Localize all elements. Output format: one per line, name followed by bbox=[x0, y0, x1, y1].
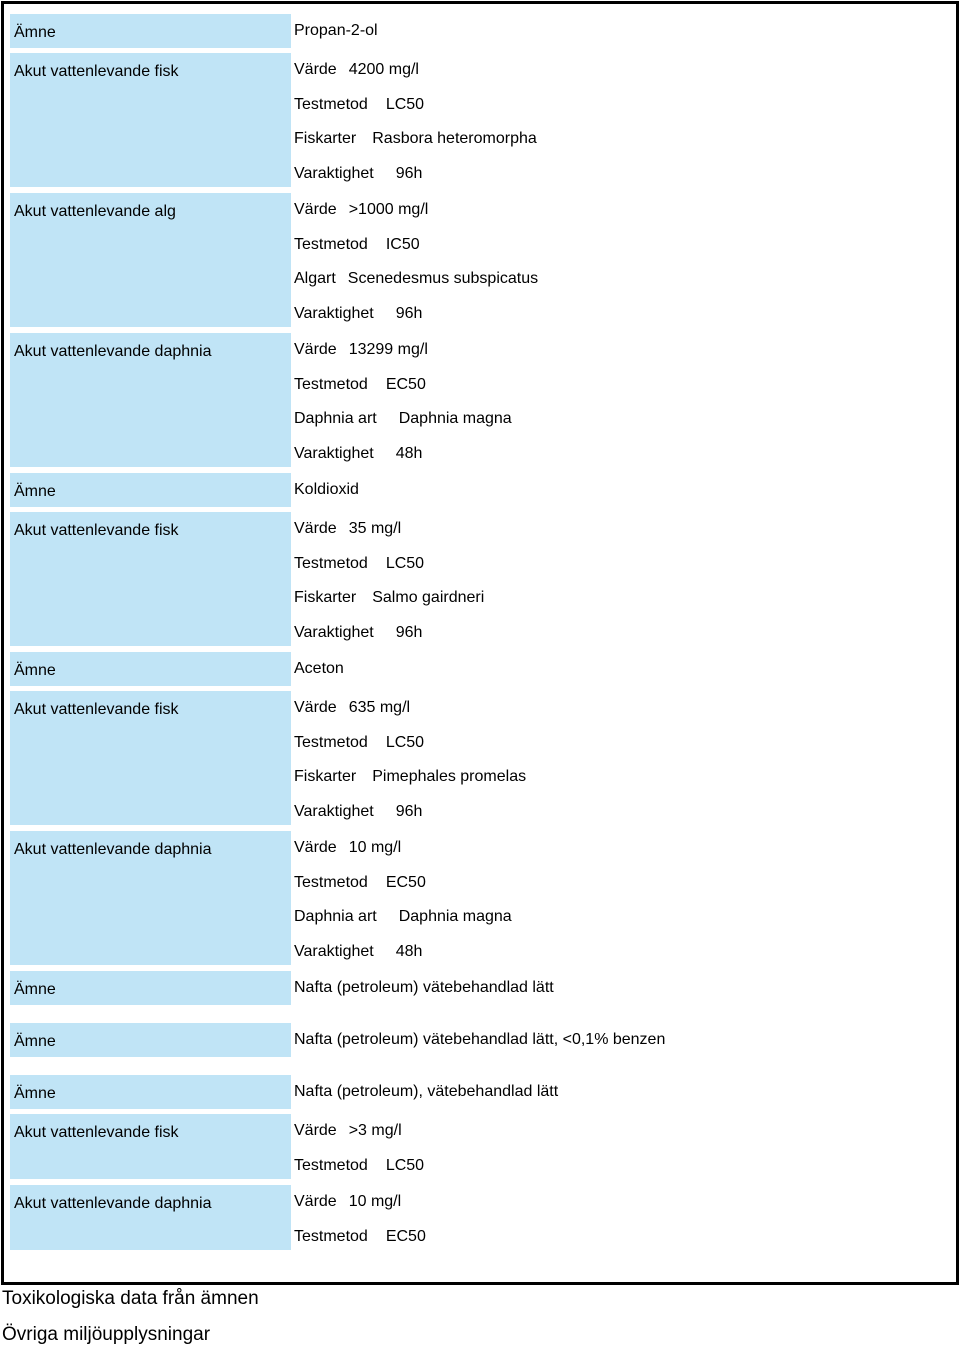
substance-label-text: Ämne bbox=[14, 662, 56, 679]
section-heading-other-environmental-info: Övriga miljöupplysningar bbox=[2, 1324, 211, 1345]
property-value: 96h bbox=[395, 802, 423, 820]
substance-label bbox=[10, 1023, 291, 1057]
property-value: LC50 bbox=[385, 1156, 425, 1174]
property-value: LC50 bbox=[385, 733, 425, 751]
ecotox-table bbox=[1, 1, 959, 1285]
property-line bbox=[294, 408, 512, 430]
substance-label-text: Ämne bbox=[14, 24, 56, 41]
substance-name: Propan-2-ol bbox=[294, 22, 378, 39]
property-key: Värde bbox=[294, 61, 337, 78]
property-line bbox=[294, 1226, 426, 1248]
property-line bbox=[294, 1155, 424, 1177]
property-key: Testmetod bbox=[294, 733, 368, 751]
section-heading-toxicological-data: Toxikologiska data från ämnen bbox=[2, 1288, 259, 1309]
substance-label bbox=[10, 14, 291, 48]
property-line bbox=[294, 872, 426, 894]
property-line bbox=[294, 94, 424, 116]
substance-label bbox=[10, 1075, 291, 1109]
property-value: 35 mg/l bbox=[348, 520, 402, 537]
property-line bbox=[294, 163, 422, 185]
property-key: Värde bbox=[294, 201, 337, 218]
property-key: Testmetod bbox=[294, 1156, 368, 1174]
property-value: 635 mg/l bbox=[348, 699, 411, 716]
test-type-label bbox=[10, 333, 291, 467]
substance-name: Aceton bbox=[294, 660, 344, 677]
substance-label-text: Ämne bbox=[14, 981, 56, 998]
property-value: 4200 mg/l bbox=[348, 61, 419, 78]
substance-label bbox=[10, 971, 291, 1005]
property-value: 10 mg/l bbox=[348, 1193, 402, 1210]
property-line bbox=[294, 587, 484, 609]
property-value: 96h bbox=[395, 304, 423, 322]
test-type-label bbox=[10, 193, 291, 327]
property-value: LC50 bbox=[385, 554, 425, 572]
property-key: Fiskarter bbox=[294, 130, 357, 147]
property-line bbox=[294, 906, 512, 928]
property-key: Värde bbox=[294, 839, 337, 856]
property-key: Testmetod bbox=[294, 554, 368, 572]
test-type-label-text: Akut vattenlevande fisk bbox=[14, 63, 179, 80]
property-key: Värde bbox=[294, 1122, 337, 1139]
property-line bbox=[294, 837, 401, 859]
property-key: Daphnia art bbox=[294, 410, 377, 427]
property-key: Varaktighet bbox=[294, 444, 374, 462]
substance-label-text: Ämne bbox=[14, 1033, 56, 1050]
property-key: Daphnia art bbox=[294, 908, 377, 925]
property-key: Testmetod bbox=[294, 235, 368, 253]
property-line bbox=[294, 518, 401, 540]
property-value: LC50 bbox=[385, 95, 425, 113]
property-value: 96h bbox=[395, 164, 423, 182]
property-line bbox=[294, 1120, 402, 1142]
substance-name: Nafta (petroleum) vätebehandlad lätt, <0,1% benzen bbox=[294, 1031, 666, 1048]
property-value: 48h bbox=[395, 942, 423, 960]
substance-name: Nafta (petroleum) vätebehandlad lätt bbox=[294, 979, 554, 996]
test-type-label bbox=[10, 53, 291, 187]
property-value: Daphnia magna bbox=[398, 410, 512, 427]
property-value: 96h bbox=[395, 623, 423, 641]
property-key: Värde bbox=[294, 520, 337, 537]
property-value: 10 mg/l bbox=[348, 839, 402, 856]
property-key: Algart bbox=[294, 270, 336, 287]
test-type-label bbox=[10, 691, 291, 825]
property-value: Scenedesmus subspicatus bbox=[347, 270, 539, 287]
property-line bbox=[294, 553, 424, 575]
test-type-label-text: Akut vattenlevande fisk bbox=[14, 1124, 179, 1141]
property-value: EC50 bbox=[385, 873, 426, 891]
property-key: Varaktighet bbox=[294, 304, 374, 322]
property-key: Värde bbox=[294, 1193, 337, 1210]
property-line bbox=[294, 128, 537, 150]
property-key: Varaktighet bbox=[294, 802, 374, 820]
property-key: Värde bbox=[294, 341, 337, 358]
property-line bbox=[294, 732, 424, 754]
substance-name: Nafta (petroleum), vätebehandlad lätt bbox=[294, 1083, 559, 1100]
property-line bbox=[294, 374, 426, 396]
property-line bbox=[294, 234, 420, 256]
property-value: 48h bbox=[395, 444, 423, 462]
property-line bbox=[294, 443, 422, 465]
property-line bbox=[294, 199, 428, 221]
property-line bbox=[294, 59, 419, 81]
property-line bbox=[294, 941, 422, 963]
property-key: Varaktighet bbox=[294, 623, 374, 641]
property-key: Testmetod bbox=[294, 375, 368, 393]
property-key: Testmetod bbox=[294, 873, 368, 891]
property-line bbox=[294, 622, 422, 644]
property-value: IC50 bbox=[385, 235, 420, 253]
substance-label bbox=[10, 652, 291, 686]
property-value: EC50 bbox=[385, 375, 426, 393]
property-key: Fiskarter bbox=[294, 768, 357, 785]
property-line bbox=[294, 339, 428, 361]
property-value: EC50 bbox=[385, 1227, 426, 1245]
property-line bbox=[294, 766, 526, 788]
test-type-label bbox=[10, 512, 291, 646]
test-type-label-text: Akut vattenlevande daphnia bbox=[14, 343, 212, 360]
property-value: Pimephales promelas bbox=[372, 768, 527, 785]
property-line bbox=[294, 697, 410, 719]
property-key: Fiskarter bbox=[294, 589, 357, 606]
substance-name: Koldioxid bbox=[294, 481, 359, 498]
property-line bbox=[294, 801, 422, 823]
property-key: Varaktighet bbox=[294, 942, 374, 960]
property-key: Testmetod bbox=[294, 95, 368, 113]
property-line bbox=[294, 303, 422, 325]
test-type-label-text: Akut vattenlevande daphnia bbox=[14, 1195, 212, 1212]
test-type-label-text: Akut vattenlevande daphnia bbox=[14, 841, 212, 858]
property-line bbox=[294, 268, 538, 290]
property-key: Testmetod bbox=[294, 1227, 368, 1245]
test-type-label-text: Akut vattenlevande alg bbox=[14, 203, 176, 220]
test-type-label-text: Akut vattenlevande fisk bbox=[14, 701, 179, 718]
property-key: Värde bbox=[294, 699, 337, 716]
substance-label-text: Ämne bbox=[14, 1085, 56, 1102]
test-type-label bbox=[10, 831, 291, 965]
property-line bbox=[294, 1191, 401, 1213]
test-type-label bbox=[10, 1114, 291, 1179]
property-value: Salmo gairdneri bbox=[372, 589, 485, 606]
test-type-label-text: Akut vattenlevande fisk bbox=[14, 522, 179, 539]
property-value: >1000 mg/l bbox=[348, 201, 429, 218]
property-value: Daphnia magna bbox=[398, 908, 512, 925]
substance-label-text: Ämne bbox=[14, 483, 56, 500]
property-value: Rasbora heteromorpha bbox=[372, 130, 537, 147]
test-type-label bbox=[10, 1185, 291, 1250]
property-value: >3 mg/l bbox=[348, 1122, 402, 1139]
property-value: 13299 mg/l bbox=[348, 341, 428, 358]
substance-label bbox=[10, 473, 291, 507]
property-key: Varaktighet bbox=[294, 164, 374, 182]
